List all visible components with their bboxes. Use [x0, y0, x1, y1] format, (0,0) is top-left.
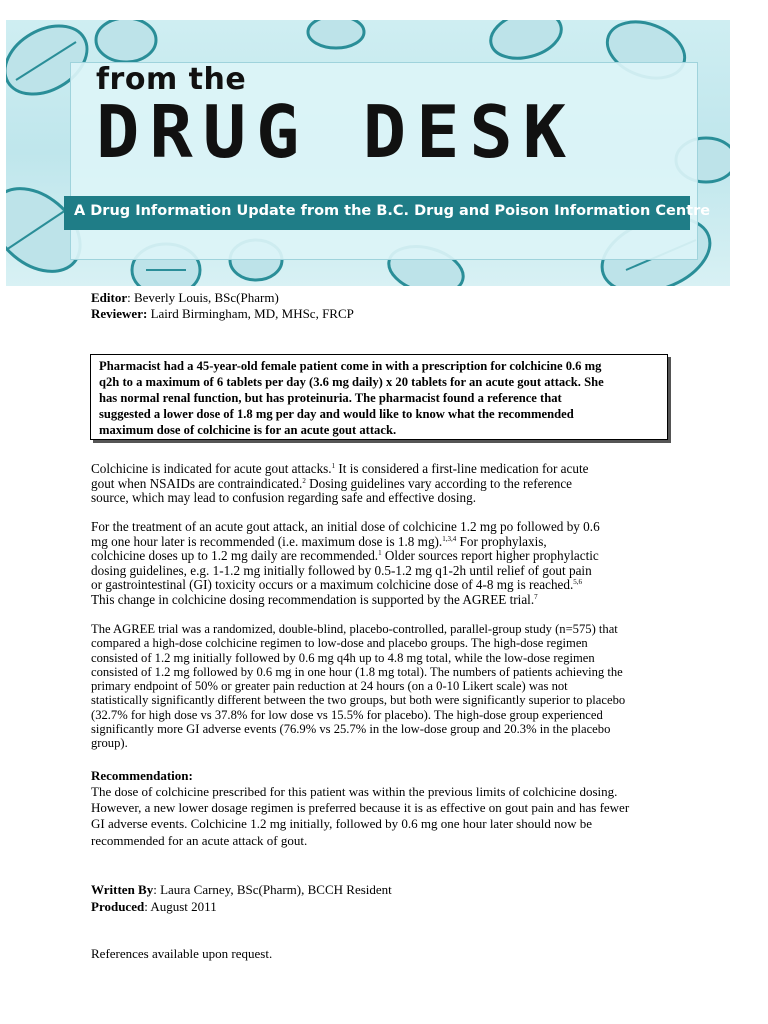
produced-value: : August 2011 — [144, 898, 217, 914]
reference-mark: 5,6 — [573, 578, 583, 587]
text-line: consisted of 1.2 mg initially followed by 0.6 mg q4h up to 4.8 mg total, while the low-dose regimen — [91, 650, 595, 665]
text-line — [91, 549, 681, 564]
text-line — [91, 578, 681, 593]
text-run: Older sources report higher prophylactic — [381, 548, 599, 564]
text-line: For the treatment of an acute gout attack, an initial dose of colchicine 1.2 mg po followed by 0.6 — [91, 519, 600, 534]
text-line: (32.7% for high dose vs 37.8% for low dose vs 15.5% for placebo). The high-dose group experienced — [91, 707, 603, 722]
editor-label: Editor — [91, 290, 128, 305]
text-line: significantly more GI adverse events (76.9% vs 25.7% in the low-dose group and 20.3% in the placebo — [91, 722, 611, 737]
produced-label: Produced — [91, 898, 145, 914]
reviewer-line — [91, 306, 354, 322]
banner-subtitle: A Drug Information Update from the B.C. Drug and Poison Information Centre — [74, 203, 711, 219]
text-run: or gastrointestinal (GI) toxicity occurs or a maximum colchicine dose of 4-8 mg is reached. — [91, 577, 574, 593]
recommendation-heading: Recommendation: — [91, 768, 193, 783]
paragraph-indication — [91, 462, 681, 506]
text-line: dosing guidelines, e.g. 1-1.2 mg initially followed by 0.5-1.2 mg q1-2h until relief of gout pain — [91, 562, 592, 578]
text-line: statistically significantly different between the two groups, but both were significantly superior to placebo — [91, 693, 626, 708]
text-line — [91, 462, 681, 477]
question-line: suggested a lower dose of 1.8 mg per day and would like to know what the recommended — [99, 407, 574, 421]
question-line: maximum dose of colchicine is for an acute gout attack. — [99, 423, 397, 437]
reference-mark: 1,3,4 — [442, 534, 457, 543]
text-run: Dosing guidelines vary according to the reference — [305, 475, 573, 491]
written-by-line — [91, 882, 392, 899]
text-line: group). — [91, 736, 128, 751]
banner-kicker: from the — [96, 62, 247, 97]
question-line: q2h to a maximum of 6 tablets per day (3.6 mg daily) x 20 tablets for an acute gout attack. She — [99, 375, 604, 389]
editor-line — [91, 290, 354, 306]
credits — [91, 290, 354, 322]
text-line — [91, 593, 681, 608]
text-line: primary endpoint of 50% or greater pain reduction at 24 hours (on a 0-10 Likert scale) was not — [91, 679, 568, 694]
text-run: mg one hour later is recommended (i.e. maximum dose is 1.8 mg). — [91, 533, 443, 549]
text-line: recommended for an acute attack of gout. — [91, 832, 308, 848]
text-line: compared a high-dose colchicine regimen to low-dose and placebo groups. The high-dose regimen — [91, 636, 588, 651]
reviewer-value: Laird Birmingham, MD, MHSc, FRCP — [147, 306, 354, 321]
text-line: The AGREE trial was a randomized, double-blind, placebo-controlled, parallel-group study (n=575) that — [91, 622, 618, 636]
references-note: References available upon request. — [91, 946, 273, 961]
text-line — [91, 477, 681, 492]
text-line: source, which may lead to confusion regarding safe and effective dosing. — [91, 490, 476, 506]
authorship — [91, 882, 392, 915]
reference-mark: 7 — [534, 592, 538, 601]
paragraph-dosing — [91, 520, 681, 608]
text-run: This change in colchicine dosing recommendation is supported by the AGREE trial. — [91, 591, 535, 607]
question-line: has normal renal function, but has proteinuria. The pharmacist found a reference that — [99, 391, 562, 405]
banner-title: DRUG DESK — [96, 90, 577, 174]
text-run: Colchicine is indicated for acute gout attacks. — [91, 461, 332, 476]
written-by-label: Written By — [91, 882, 154, 897]
text-run: For prophylaxis, — [456, 533, 547, 549]
reference-mark: 2 — [302, 476, 306, 485]
text-line — [91, 535, 681, 550]
text-line: However, a new lower dosage regimen is preferred because it is as effective on gout pain and has fewer — [91, 800, 630, 816]
question-line: Pharmacist had a 45-year-old female patient come in with a prescription for colchicine 0.6 mg — [99, 359, 602, 373]
question-callout — [90, 354, 668, 440]
text-line: GI adverse events. Colchicine 1.2 mg initially, followed by 0.6 mg one hour later should now be — [91, 816, 592, 832]
text-line: consisted of 1.2 mg followed by 0.6 mg in one hour (1.8 mg total). The numbers of patients achieving the — [91, 664, 623, 679]
paragraph-agree-trial — [91, 622, 681, 751]
text-line: The dose of colchicine prescribed for this patient was within the previous limits of colchicine dosing. — [91, 784, 618, 799]
text-run: colchicine doses up to 1.2 mg daily are recommended. — [91, 548, 379, 564]
text-run: gout when NSAIDs are contraindicated. — [91, 475, 303, 491]
written-by-value: : Laura Carney, BSc(Pharm), BCCH Resident — [153, 882, 392, 897]
reviewer-label: Reviewer: — [91, 306, 148, 321]
produced-line — [91, 899, 392, 916]
reference-mark: 1 — [378, 549, 382, 558]
editor-value: : Beverly Louis, BSc(Pharm) — [127, 290, 279, 305]
reference-mark: 1 — [331, 462, 336, 470]
recommendation-text — [91, 784, 681, 849]
text-run: It is considered a first-line medication for acute — [335, 461, 589, 476]
